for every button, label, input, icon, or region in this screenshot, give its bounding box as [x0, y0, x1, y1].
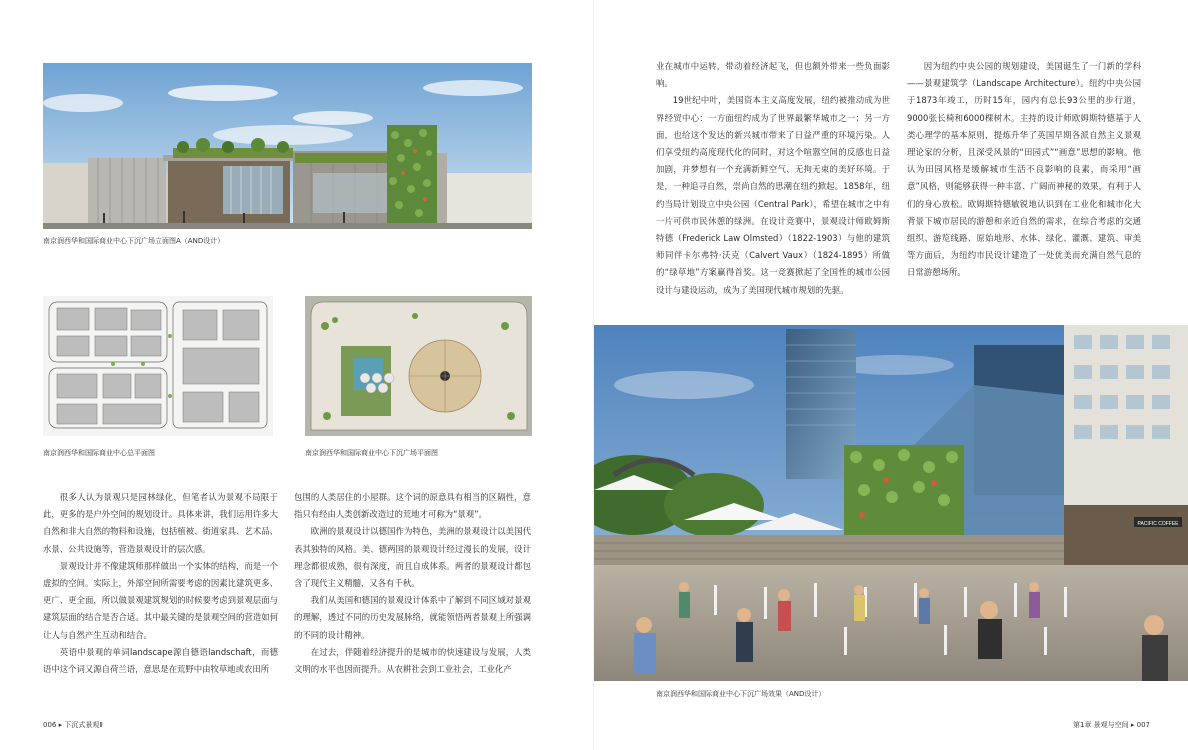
paragraph: 包围的人类居住的小屋群。这个词的原意具有相当的区隔性，意指只有经由人类创新改造过的荒地才可称为“景观”。 — [294, 492, 531, 520]
paragraph: 在过去，伴随着经济提升的是城市的快速建设与发展，人类文明的水平也因而提升。从农耕社会到工业社会，工业化产 — [294, 646, 531, 675]
paragraph: 很多人认为景观只是园林绿化，但笔者认为景观不局限于此，更多的是户外空间的规划设计。具体来讲，我们运用许多大自然和非大自然的物料和设施，包括植被、街道家具、艺术品、水景、公共设施等，营造景观设计的层次感。 — [43, 492, 278, 554]
plaza-plan-drawing — [305, 296, 532, 436]
elevation-figure — [43, 63, 532, 229]
left-folio: 006 ▸ 下沉式景观Ⅱ — [43, 721, 103, 729]
paragraph: 英语中景观的单词landscape源自德语landschaft，而德语中这个词又源自荷兰语，意思是在荒野中由牧草地或农田所 — [43, 646, 278, 675]
right-text-column-2 — [907, 58, 1141, 282]
paragraph: 景观设计并不像建筑师那样做出一个实体的结构，而是一个虚拟的空间。实际上，外部空间所需要考虑的因素比建筑更多、更广、更全面，所以做景观建筑规划的时候要考虑到景观层面与建筑层面的结合是否合适。其中最关键的是景观空间的营造如何让人与自然产生互动和结合。 — [43, 560, 278, 640]
right-folio: 第1章 景观与空间 ▸ 007 — [1072, 721, 1150, 729]
plaza-plan-figure — [305, 296, 532, 436]
right-text-column-1 — [656, 58, 890, 299]
plaza-plan-caption: 南京润西华和国际商业中心下沉广场平面图 — [305, 449, 438, 457]
paragraph: 业在城市中运转，带动着经济起飞，但也额外带来一些负面影响。 — [656, 61, 890, 89]
render-caption: 南京润西华和国际商业中心下沉广场效果（AND设计） — [656, 690, 826, 698]
site-plan-drawing — [43, 296, 273, 436]
elevation-drawing — [43, 63, 532, 229]
paragraph: 因为纽约中央公园的规划建设，美国诞生了一门新的学科——景观建筑学（Landscape Architecture）。纽约中央公园于1873年竣工，历时15年，园内有总长93公里的步行道，9000张长椅和6000棵树木。主持的设计师欧姆斯特德基于人类心理学的基本原则，提炼升华了英国早期各派自然主义景观理论家的分析，且深受风景的“田园式”“画意”思想的影响。他认为田园风格是缓解城市生活不良影响的良素，而采用“画意”风格，则能够获得一种丰富、广阔而神秘的效果，有利于人们的身心放松。欧姆斯特德敏锐地认识到在工业化和城市化大背景下城市居民的游憩和亲近自然的需求，在综合考虑的交通组织、游览线路、原始地形、水体、绿化、灌溉、建筑、审美等方面后，为纽约市民设计建造了一处优美而充满自然气息的日常游憩场所。 — [907, 61, 1141, 278]
plaza-render-image — [594, 325, 1188, 681]
paragraph: 19世纪中叶，美国资本主义高度发展，纽约被推动成为世界经贸中心：一方面纽约成为了世界最繁华城市之一；另一方面，也给这个发达的新兴城市带来了日益严重的环境污染。人们享受纽约高度现代化的同时，对这个喧嚣空间的反感也日益加剧，并梦想有一个充满新鲜空气、无拘无束的美好环境。于是，一种追寻自然，崇尚自然的思潮在纽约掀起。1858年，纽约当局计划设立中央公园（Central Park），希望在城市之中有一片可供市民休憩的绿洲。在设计竞赛中，景观设计师欧姆斯特德（Frederick Law Olmsted）（1822-1903）与他的建筑师同伴卡尔弗特·沃克（Calvert Vaux）（1824-1895）所做的“绿草地”方案赢得首奖。这一竞赛掀起了全国性的城市公园设计与建设运动，成为了美国现代城市规划的先驱。 — [656, 95, 890, 295]
site-plan-figure — [43, 296, 273, 436]
paragraph: 我们从美国和德国的景观设计体系中了解到不同区域对景观的理解，透过不同的历史发展脉络，就能领悟两者景观上所强调的不同的设计精神。 — [294, 595, 531, 640]
plaza-render-figure — [594, 325, 1188, 681]
left-text-column-1 — [43, 489, 278, 678]
site-plan-caption: 南京润西华和国际商业中心总平面图 — [43, 449, 155, 457]
left-text-column-2 — [294, 489, 531, 678]
paragraph: 欧洲的景观设计以德国作为特色，美洲的景观设计以美国代表其独特的风格。美、德两国的景观设计经过漫长的发展，设计理念都很成熟，很有深度，而且自成体系。两者的景观设计都包含了现代主义精髓，又各有千秋。 — [294, 526, 531, 589]
elevation-caption: 南京润西华和国际商业中心下沉广场立面图A（AND设计） — [43, 237, 225, 245]
store-sign: PACIFIC COFFEE — [1137, 521, 1179, 527]
